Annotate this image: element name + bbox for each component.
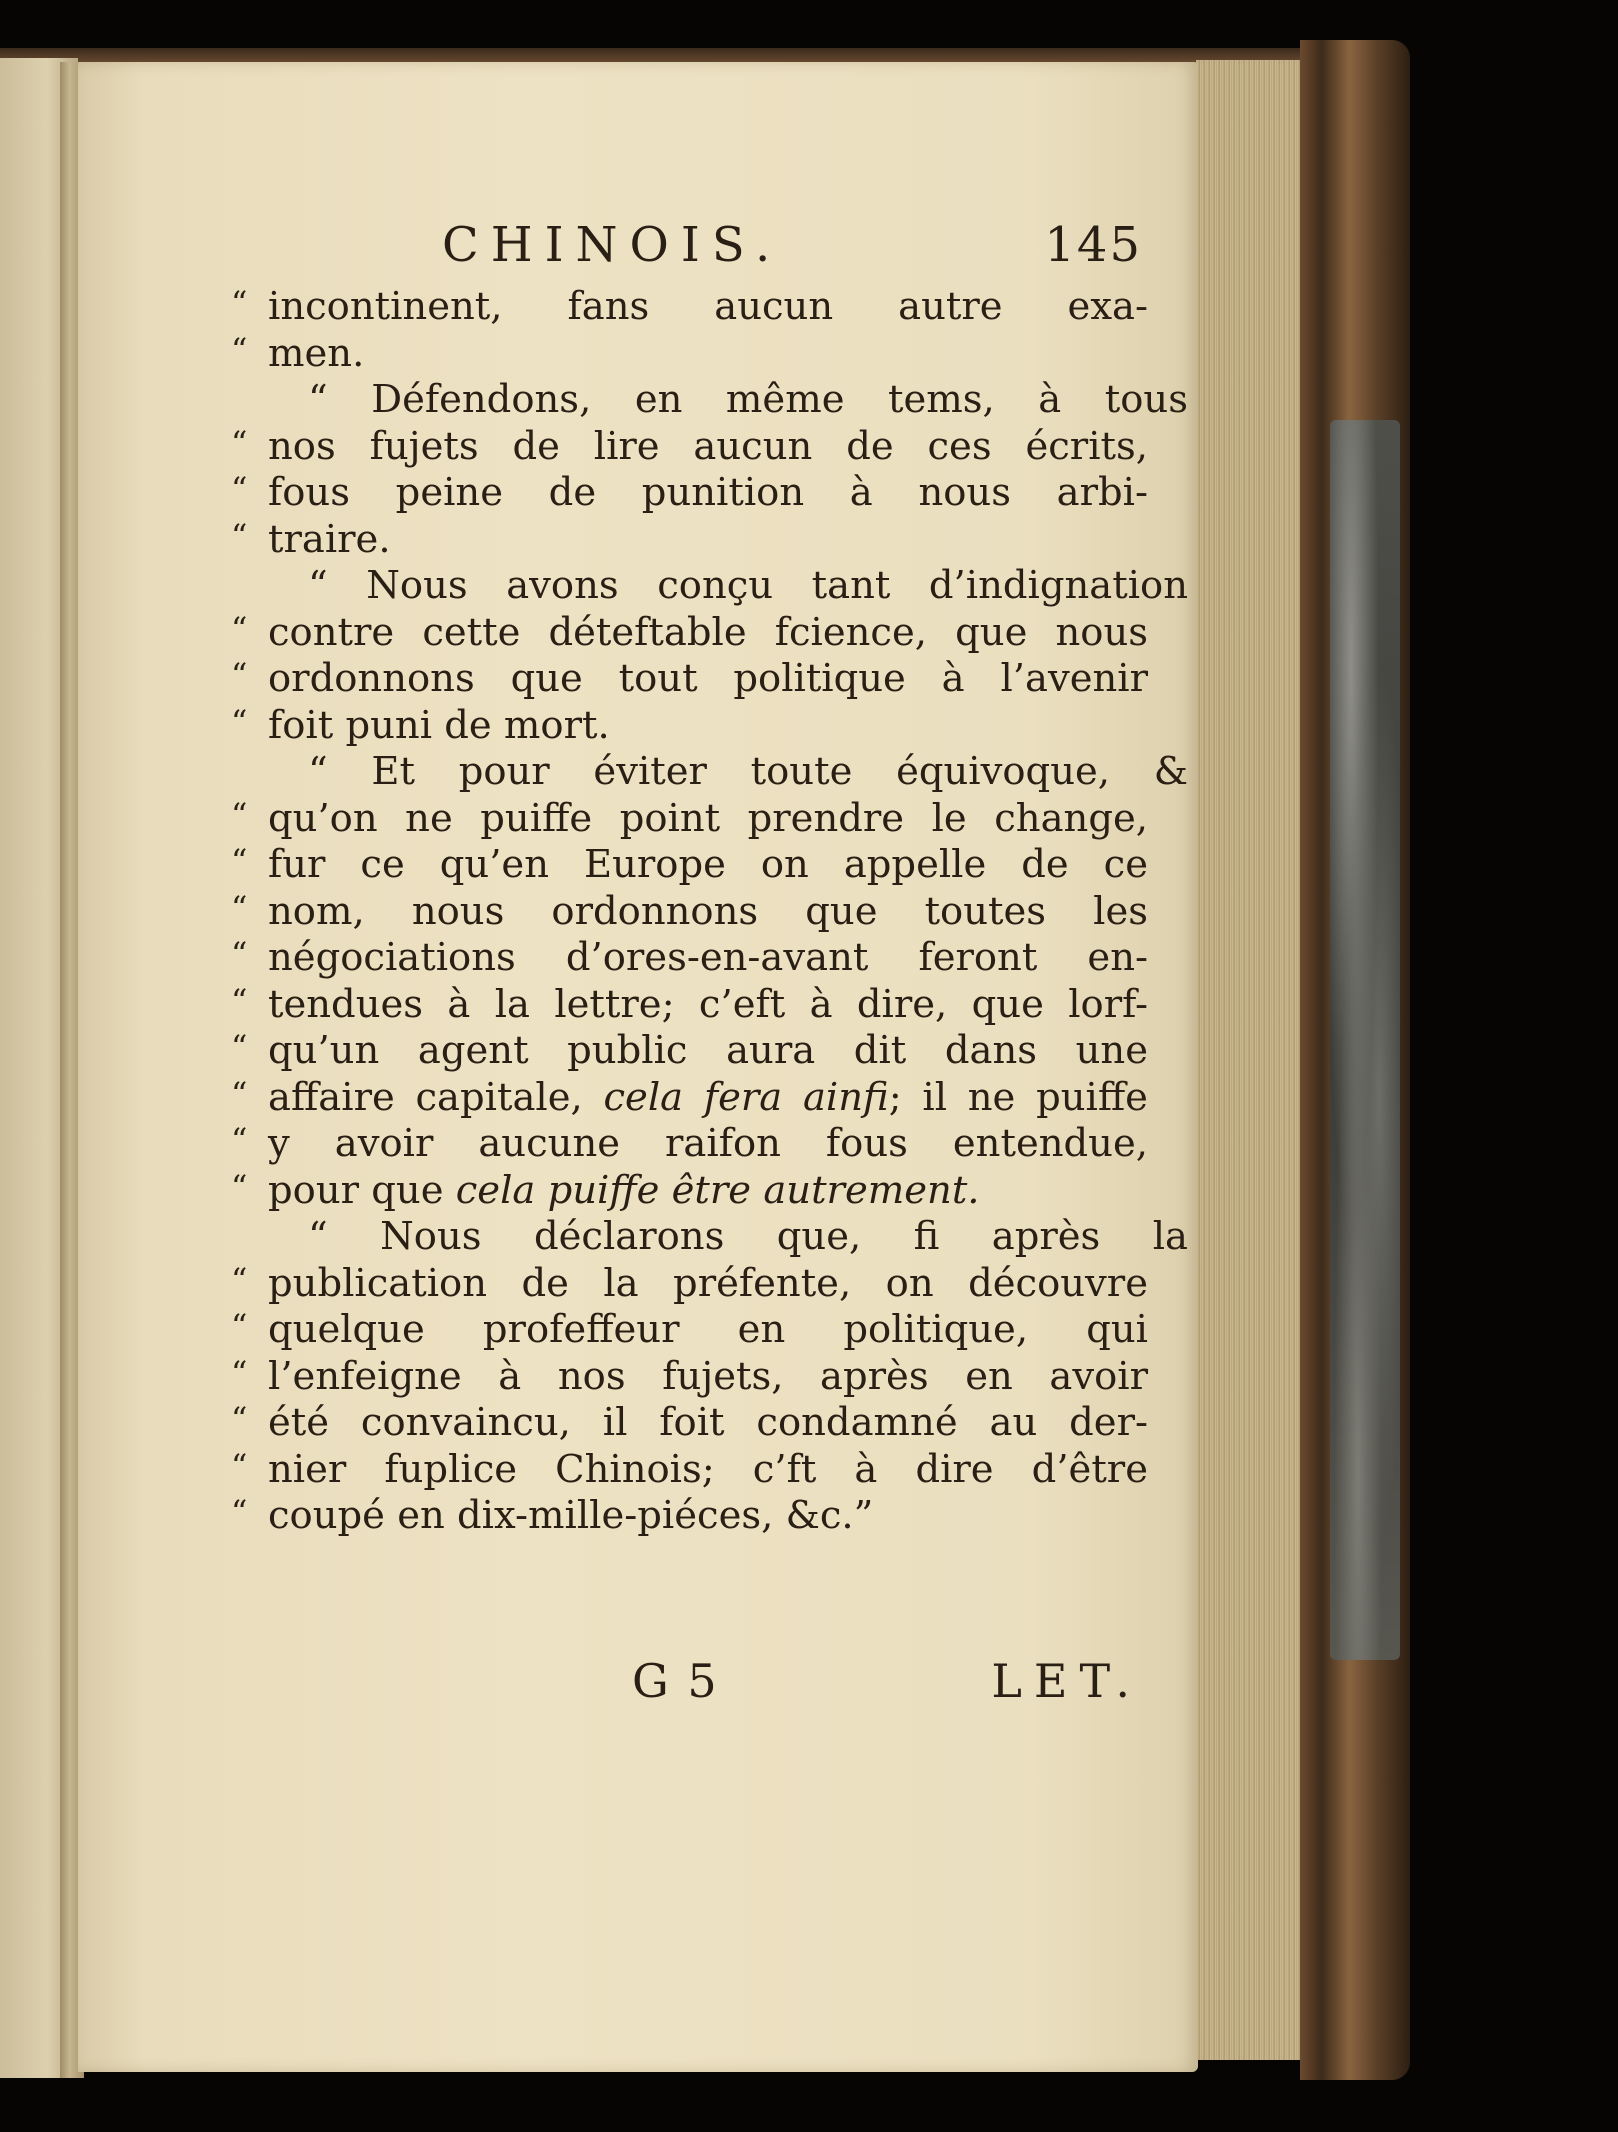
text-line — [231, 935, 1148, 982]
text-line — [231, 1260, 1148, 1308]
line-text-roman: affaire capitale, — [268, 1074, 604, 1120]
text-line — [231, 1028, 1148, 1075]
body-text — [231, 284, 1188, 1540]
line-text: fur ce qu’en Europe on appelle de ce — [268, 842, 1148, 887]
text-line — [231, 1074, 1148, 1122]
page-text — [78, 62, 1198, 2072]
text-line — [231, 1307, 1148, 1354]
line-text: ordonnons que tout politique à l’avenir — [268, 656, 1148, 701]
text-line — [231, 1446, 1148, 1494]
line-text: y avoir aucune raifon fous entendue, — [268, 1121, 1148, 1166]
text-line — [231, 795, 1148, 843]
line-text: qu’un agent public aura dit dans une — [268, 1028, 1148, 1073]
text-line — [231, 423, 1148, 471]
quotation-mark: “ — [231, 842, 248, 880]
text-line — [268, 749, 1188, 796]
page-number: 145 — [1044, 217, 1142, 273]
quotation-mark: “ — [231, 795, 248, 834]
quotation-mark: “ — [231, 1028, 248, 1066]
line-text: “ Nous déclarons que, fi après la — [308, 1214, 1188, 1259]
text-line — [268, 1214, 1188, 1261]
text-line — [231, 981, 1148, 1029]
quotation-mark: “ — [231, 1493, 248, 1531]
line-text: “ Nous avons conçu tant d’indignation — [308, 563, 1188, 608]
line-text — [268, 1168, 980, 1215]
text-line — [231, 888, 1148, 936]
page-block-edges — [1196, 60, 1316, 2060]
line-text-italic: cela fera ainfi — [603, 1074, 889, 1120]
line-text: quelque profeffeur en politique, qui — [268, 1307, 1148, 1352]
quotation-mark: “ — [231, 1121, 248, 1159]
book-page — [78, 62, 1198, 2072]
line-text: “ Défendons, en même tems, à tous — [308, 377, 1188, 422]
line-text: foit puni de mort. — [268, 702, 610, 748]
quotation-mark: “ — [231, 516, 248, 555]
quotation-mark: “ — [231, 1353, 248, 1392]
line-text: négociations d’ores-en-avant feront en- — [268, 935, 1148, 980]
signature-mark: G 5 — [632, 1654, 719, 1708]
line-text — [268, 1075, 1148, 1122]
text-line — [231, 609, 1148, 657]
quotation-mark: “ — [231, 1167, 248, 1206]
line-text: nier fuplice Chinois; c’ft à dire d’être — [268, 1446, 1148, 1492]
quotation-mark: “ — [231, 935, 248, 973]
line-text-roman: ; il ne puiffe — [888, 1074, 1148, 1120]
line-text-italic: cela puiffe être autrement. — [455, 1167, 980, 1213]
line-text: “ Et pour éviter toute équivoque, & — [308, 749, 1188, 794]
quotation-mark: “ — [231, 981, 248, 1020]
text-line — [231, 1121, 1148, 1168]
marbled-board — [1330, 420, 1400, 1660]
quotation-mark: “ — [231, 1260, 248, 1299]
quotation-mark: “ — [231, 656, 248, 694]
line-text: publication de la préfente, on découvre — [268, 1260, 1148, 1306]
quotation-mark: “ — [231, 1074, 248, 1113]
catchword: LET. — [991, 1654, 1142, 1708]
text-line — [231, 1493, 1148, 1540]
quotation-mark: “ — [231, 702, 248, 741]
quotation-mark: “ — [231, 1446, 248, 1485]
text-line — [268, 377, 1188, 424]
text-line — [231, 516, 1148, 564]
text-line — [231, 1353, 1148, 1401]
page-footer — [632, 1654, 1142, 1714]
line-text-roman: pour que — [268, 1167, 456, 1213]
text-line — [231, 656, 1148, 703]
line-text: nos fujets de lire aucun de ces écrits, — [268, 423, 1148, 469]
text-line — [231, 842, 1148, 889]
line-text: qu’on ne puiffe point prendre le change, — [268, 795, 1148, 841]
quotation-mark: “ — [231, 470, 248, 508]
text-line — [231, 1400, 1148, 1447]
quotation-mark: “ — [231, 284, 248, 322]
text-line — [231, 1167, 1148, 1215]
line-text: contre cette déteftable fcience, que nous — [268, 609, 1148, 655]
quotation-mark: “ — [231, 423, 248, 462]
line-text: nom, nous ordonnons que toutes les — [268, 888, 1148, 934]
line-text: fous peine de punition à nous arbi- — [268, 470, 1148, 515]
quotation-mark: “ — [231, 609, 248, 648]
quotation-mark: “ — [231, 330, 248, 369]
text-line — [231, 470, 1148, 517]
text-line — [231, 330, 1148, 378]
quotation-mark: “ — [231, 888, 248, 927]
line-text: coupé en dix-mille-piéces, &c.” — [268, 1493, 874, 1538]
quotation-mark: “ — [231, 1400, 248, 1438]
quotation-mark: “ — [231, 1307, 248, 1345]
text-line — [231, 702, 1148, 750]
running-title: CHINOIS. — [442, 217, 783, 273]
line-text: incontinent, fans aucun autre exa- — [268, 284, 1148, 329]
running-header — [442, 217, 1142, 277]
line-text: été convaincu, il foit condamné au der- — [268, 1400, 1148, 1445]
line-text: traire. — [268, 516, 391, 562]
line-text: men. — [268, 330, 365, 376]
line-text: tendues à la lettre; c’eft à dire, que lorf- — [268, 981, 1148, 1027]
line-text: l’enfeigne à nos fujets, après en avoir — [268, 1353, 1148, 1399]
text-line — [268, 563, 1188, 610]
text-line — [231, 284, 1148, 331]
